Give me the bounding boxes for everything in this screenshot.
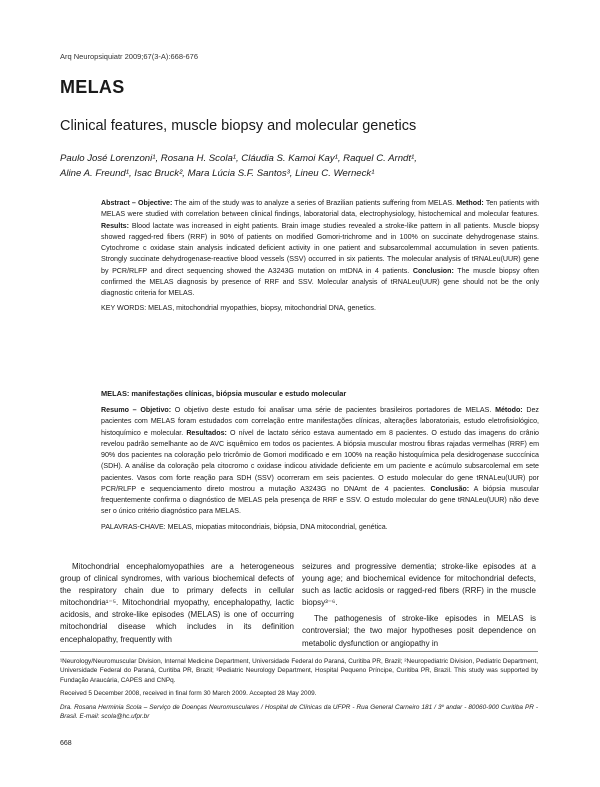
method-text: Ten patients with MELAS were studied with correlation between clinical findings, laboratorial data, electrophysiology, histochemical and molecular features. (101, 199, 540, 219)
resumo-text (101, 405, 539, 518)
paper-subtitle: Clinical features, muscle biopsy and molecular genetics (60, 118, 417, 134)
conclusao-label: Conclusão: (430, 484, 470, 493)
metodo-text: Dez pacientes com MELAS foram estudados com correlação entre manifestações clínicas, alterações laboratoriais, estudo eletrofisiológico, histoquímico e molecular. (101, 406, 539, 437)
resumo-title: MELAS: manifestações clínicas, biópsia muscular e estudo molecular (101, 389, 347, 398)
journal-reference: Arq Neuropsiquiatr 2009;67(3-A):668-676 (60, 52, 198, 61)
resultados-text: O nível de lactato sérico estava aumentado em 8 pacientes. O estudo das imagens do crânio revelou padrão semelhante ao de AVC isquêmico em todos os pacientes. A biópsia muscular mostrou fibras rajadas vermelhas (RRF) em 90% dos pacientes na coloração pelo tricrômio de Gomori modificado e em 100% na reação histoquímica pela desidrogenase succcínica (SDH). A análise da coloração pela citocromo c oxidase indicou atividade deficiente em um paciente e acúmulo subsarcolemal em sete pacientes. Vasos com forte reação para SDH (SSV) ocorreram em seis pacientes. O estudo molecular do gene tRNALeu(UUR) por PCR/RLFP e sequenciamento direto mostrou a mutação A3243G no DNAmt de 4 pacientes. (101, 428, 539, 493)
resumo-label: Resumo – (101, 406, 137, 414)
author-list (60, 151, 540, 181)
metodo-label: Método: (495, 406, 523, 414)
conclusao-text: A biópsia muscular frequentemente confirma o diagnóstico de MELAS pela presença de RRF e SSV. O estudo molecular do gene tRNALeu(UUR) não deve ser o único critério diagnóstico para MELAS. (101, 484, 539, 516)
abstract-text (101, 198, 539, 299)
objective-text: The aim of the study was to analyze a series of Brazilian patients suffering from MELAS. (174, 199, 455, 207)
correspondence-footnote: Dra. Rosana Herminia Scola – Serviço de Doenças Neuromusculares / Hospital de Clínicas da UFPR - Rua General Carneiro 181 / 3º andar - 80060-900 Curitiba PR - Brasil. E-mail: scola@hc.ufpr.br (60, 704, 538, 721)
abstract-label: Abstract – (101, 199, 136, 207)
results-text: Blood lactate was increased in eight patients. Brain image studies revealed a stroke-like pattern in all patients. Muscle biopsy showed ragged-red fibers (RRF) in 90% of patients on modified Gomori-trichrome and in 100% on succinate dehydrogenase stains. Cytochrome c oxidase stain analysis indicated deficient activity in one patient and subsarcolemmal accumulation in seven patients. Strongly succinate dehydrogenase-reactive blood vessels (SSV) occurred in six patients. The molecular analysis of tRNALeu(UUR) gene by PCR/RLFP and direct sequencing showed the A3243G mutation on mtDNA in 4 patients. (101, 221, 539, 275)
author-line-2: Aline A. Freund¹, Isac Bruck², Mara Lúcia S.F. Santos³, Lineu C. Werneck¹ (60, 168, 375, 179)
resumo-block (101, 405, 539, 533)
method-label: Method: (456, 199, 484, 207)
received-footnote: Received 5 December 2008, received in final form 30 March 2009. Accepted 28 May 2009. (60, 690, 317, 697)
objetivo-text: O objetivo deste estudo foi analisar uma série de pacientes brasileiros portadores de MELAS. (174, 406, 492, 414)
body-column-left (60, 561, 294, 646)
page-number: 668 (60, 740, 72, 747)
paper-title: MELAS (60, 77, 125, 97)
objetivo-label: Objetivo: (140, 406, 172, 414)
conclusion-text: The muscle biopsy often confirmed the MELAS diagnosis by presence of RRF and SSV. Molecular analysis of tRNALeu(UUR) gene should not be the only diagnostic criteria for MELAS. (101, 266, 539, 297)
author-line-1: Paulo José Lorenzoni¹, Rosana H. Scola¹, Cláudia S. Kamoi Kay¹, Raquel C. Arndt¹, (60, 153, 417, 164)
body-paragraph: seizures and progressive dementia; stroke-like episodes at a young age; and biochemical evidence for mitochondrial defects, such as lactic acidosis or ragged-red fibers (RRF) in the muscle biopsy³⁻⁶. (302, 562, 536, 608)
resultados-label: Resultados: (186, 428, 227, 437)
results-label: Results: (101, 221, 129, 230)
palavras-chave: PALAVRAS-CHAVE: MELAS, miopatias mitocondriais, biópsia, DNA mitocondrial, genética. (101, 522, 388, 531)
conclusion-label: Conclusion: (412, 266, 454, 275)
keywords: KEY WORDS: MELAS, mitochondrial myopathies, biopsy, mitochondrial DNA, genetics. (101, 304, 376, 313)
objective-label: Objective: (138, 199, 173, 207)
body-column-right (302, 561, 536, 650)
affiliations-footnote: ¹Neurology/Neuromuscular Division, Internal Medicine Department, Universidade Federal do Paraná, Curitiba PR, Brazil; ²Neuropediatric Division, Pediatric Department, Universidade Federal do Paraná, Curitiba PR, Brazil; ³Pediatric Neurology Department, Hospital Pequeno Príncipe, Curitiba PR, Brazil. This study was supported by Fundação Araucária, CAPES and CNPq. (60, 658, 538, 684)
body-paragraph: Mitochondrial encephalomyopathies are a heterogeneous group of clinical syndromes, with various biochemical defects of the respiratory chain due to primary defects in cellular mitochondria¹⁻⁵. Mitochondrial myopathy, encephalopathy, lactic acidosis, and stroke-like episodes (MELAS) is one of occurring mitochondrial disease which includes in its definition encephalopathy, frequently with (60, 562, 294, 644)
footnote-divider (60, 651, 538, 652)
body-paragraph: The pathogenesis of stroke-like episodes in MELAS is controversial; the two major hypotheses posit dependence on metabolic dysfunction or angiopathy in (302, 614, 536, 648)
abstract-block (101, 198, 539, 315)
